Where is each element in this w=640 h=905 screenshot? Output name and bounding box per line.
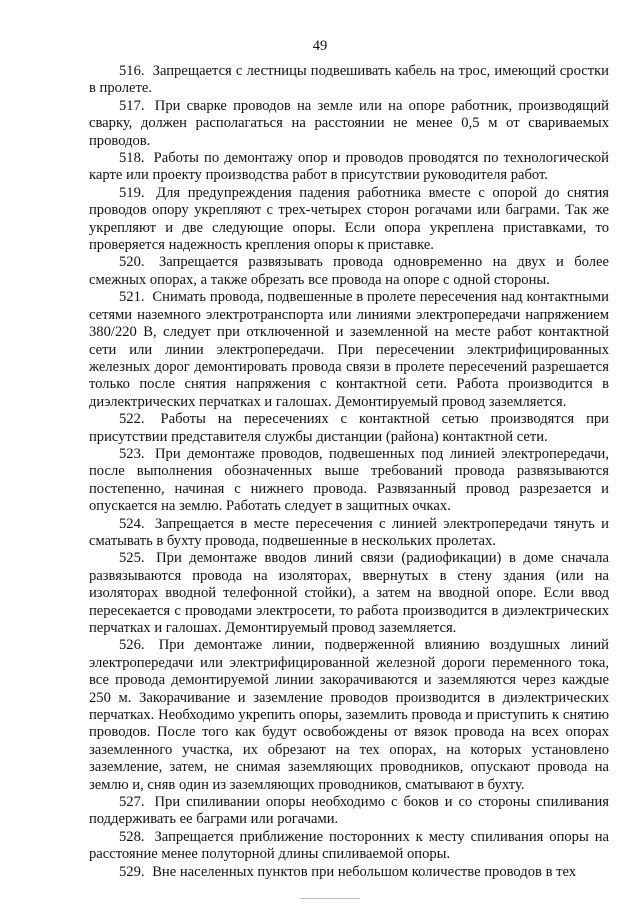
paragraph-text: Работы на пересечениях с контактной сетью производятся при присутствии представителя службы дистанции (района) контактной сети. [89,411,609,445]
paragraph-517 [89,98,609,150]
paragraph-526 [89,637,609,794]
paragraph-527 [89,794,609,829]
paragraph-number: 520. [119,254,145,271]
paragraph-text: Запрещается с лестницы подвешивать кабель на трос, имеющий сростки в пролете. [89,63,609,97]
paragraph-number: 522. [119,411,145,428]
paragraph-text: Запрещается приближение посторонних к месту спиливания опоры на расстояние менее полуторной длины спиливаемой опоры. [89,828,609,863]
paragraph-524 [89,516,609,551]
paragraph-number: 527. [119,794,145,811]
paragraph-number: 528. [119,828,145,845]
paragraph-number: 529. [119,863,145,880]
document-body [89,63,609,881]
page-number: 49 [312,38,328,54]
paragraph-523 [89,446,609,516]
paragraph-520 [89,254,609,289]
paragraph-text: Вне населенных пунктов при небольшом количестве проводов в тех [152,863,577,880]
paragraph-number: 516. [119,63,145,79]
paragraph-text: При демонтаже линии, подверженной влиянию воздушных линий электропередачи или электрифицированной железной дороги переменного тока, все провода демонтируемой линии закорачиваются и заземляются через каждые 250 м. Закорачивание и заземление проводов производится в диэлектрических перчатках. Необходимо укрепить опоры, заземлить провода и приступить к снятию проводов. После того как будут освобождены от вязок провода на всех опорах заземленного участка, их обрезают на тех опорах, на которых установлено заземление, затем, не снимая заземляющих проводников, опускают провода на землю и, сняв один из заземляющих проводников, сматывают в бухту. [89,637,609,793]
paragraph-number: 517. [119,97,145,114]
paragraph-number: 521. [119,289,145,306]
paragraph-number: 523. [119,445,145,462]
paragraph-number: 518. [119,150,145,167]
paragraph-521 [89,289,609,411]
paragraph-text: При спиливании опоры необходимо с боков и со стороны спиливания поддерживать ее баграми или рогачами. [89,794,609,828]
paragraph-text: Для предупреждения падения работника вместе с опорой до снятия проводов опору укрепляют с трех-четырех сторон рогачами или баграми. Так же укрепляют и две следующие опоры. Если опора укреплена приставками, то проверяется надежность крепления опоры к приставке. [89,184,610,254]
paragraph-text: При демонтаже проводов, подвешенных под линией электропередачи, после выполнения обозначенных выше требований провода развязываются постепенно, начиная с нижнего провода. Развязанный провод разрезается и опускается на землю. Работать следует в защитных очках. [89,445,610,515]
paragraph-528 [89,829,609,864]
scan-artifact-line [300,898,360,899]
paragraph-518 [89,150,609,185]
paragraph-number: 525. [119,550,145,567]
paragraph-number: 524. [119,515,145,532]
paragraph-text: Снимать провода, подвешенные в пролете пересечения над контактными сетями наземного электротранспорта или линиями электропередачи напряжением 380/220 В, следует при отключенной и заземленной на месте работ контактной сети или линии электропередачи. При пересечении электрифицированных железных дорог демонтировать провода связи в пролете пересечений разрешается только после снятия напряжения с контактной сети. Работа производится в диэлектрических перчатках и галошах. Демонтируемый провод заземляется. [89,289,609,410]
paragraph-text: Работы по демонтажу опор и проводов проводятся по технологической карте или проекту производства работ в присутствии руководителя работ. [89,150,609,184]
paragraph-522 [89,411,609,446]
paragraph-525 [89,550,609,637]
paragraph-519 [89,185,609,255]
paragraph-text: Запрещается развязывать провода одновременно на двух и более смежных опорах, а также обрезать все провода на опоре с одной стороны. [89,254,609,288]
paragraph-text: При демонтаже вводов линий связи (радиофикации) в доме сначала развязываются провода на изоляторах, ввернутых в стену здания (или на изоляторах вводной телефонной стойки), а затем на вводной опоре. Если ввод пересекается с проводами электросети, то работа производится в диэлектрических перчатках и галошах. Демонтируемый провод заземляется. [89,550,609,636]
paragraph-number: 519. [119,184,145,201]
paragraph-number: 526. [119,637,145,654]
paragraph-text: При сварке проводов на земле или на опоре работник, производящий сварку, должен располагаться на расстоянии не менее 0,5 м от свариваемых проводов. [89,97,609,149]
paragraph-529 [89,864,609,881]
paragraph-text: Запрещается в месте пересечения с линией электропередачи тянуть и сматывать в бухту провода, подвешенные в нескольких пролетах. [89,515,609,549]
paragraph-516 [89,63,609,98]
